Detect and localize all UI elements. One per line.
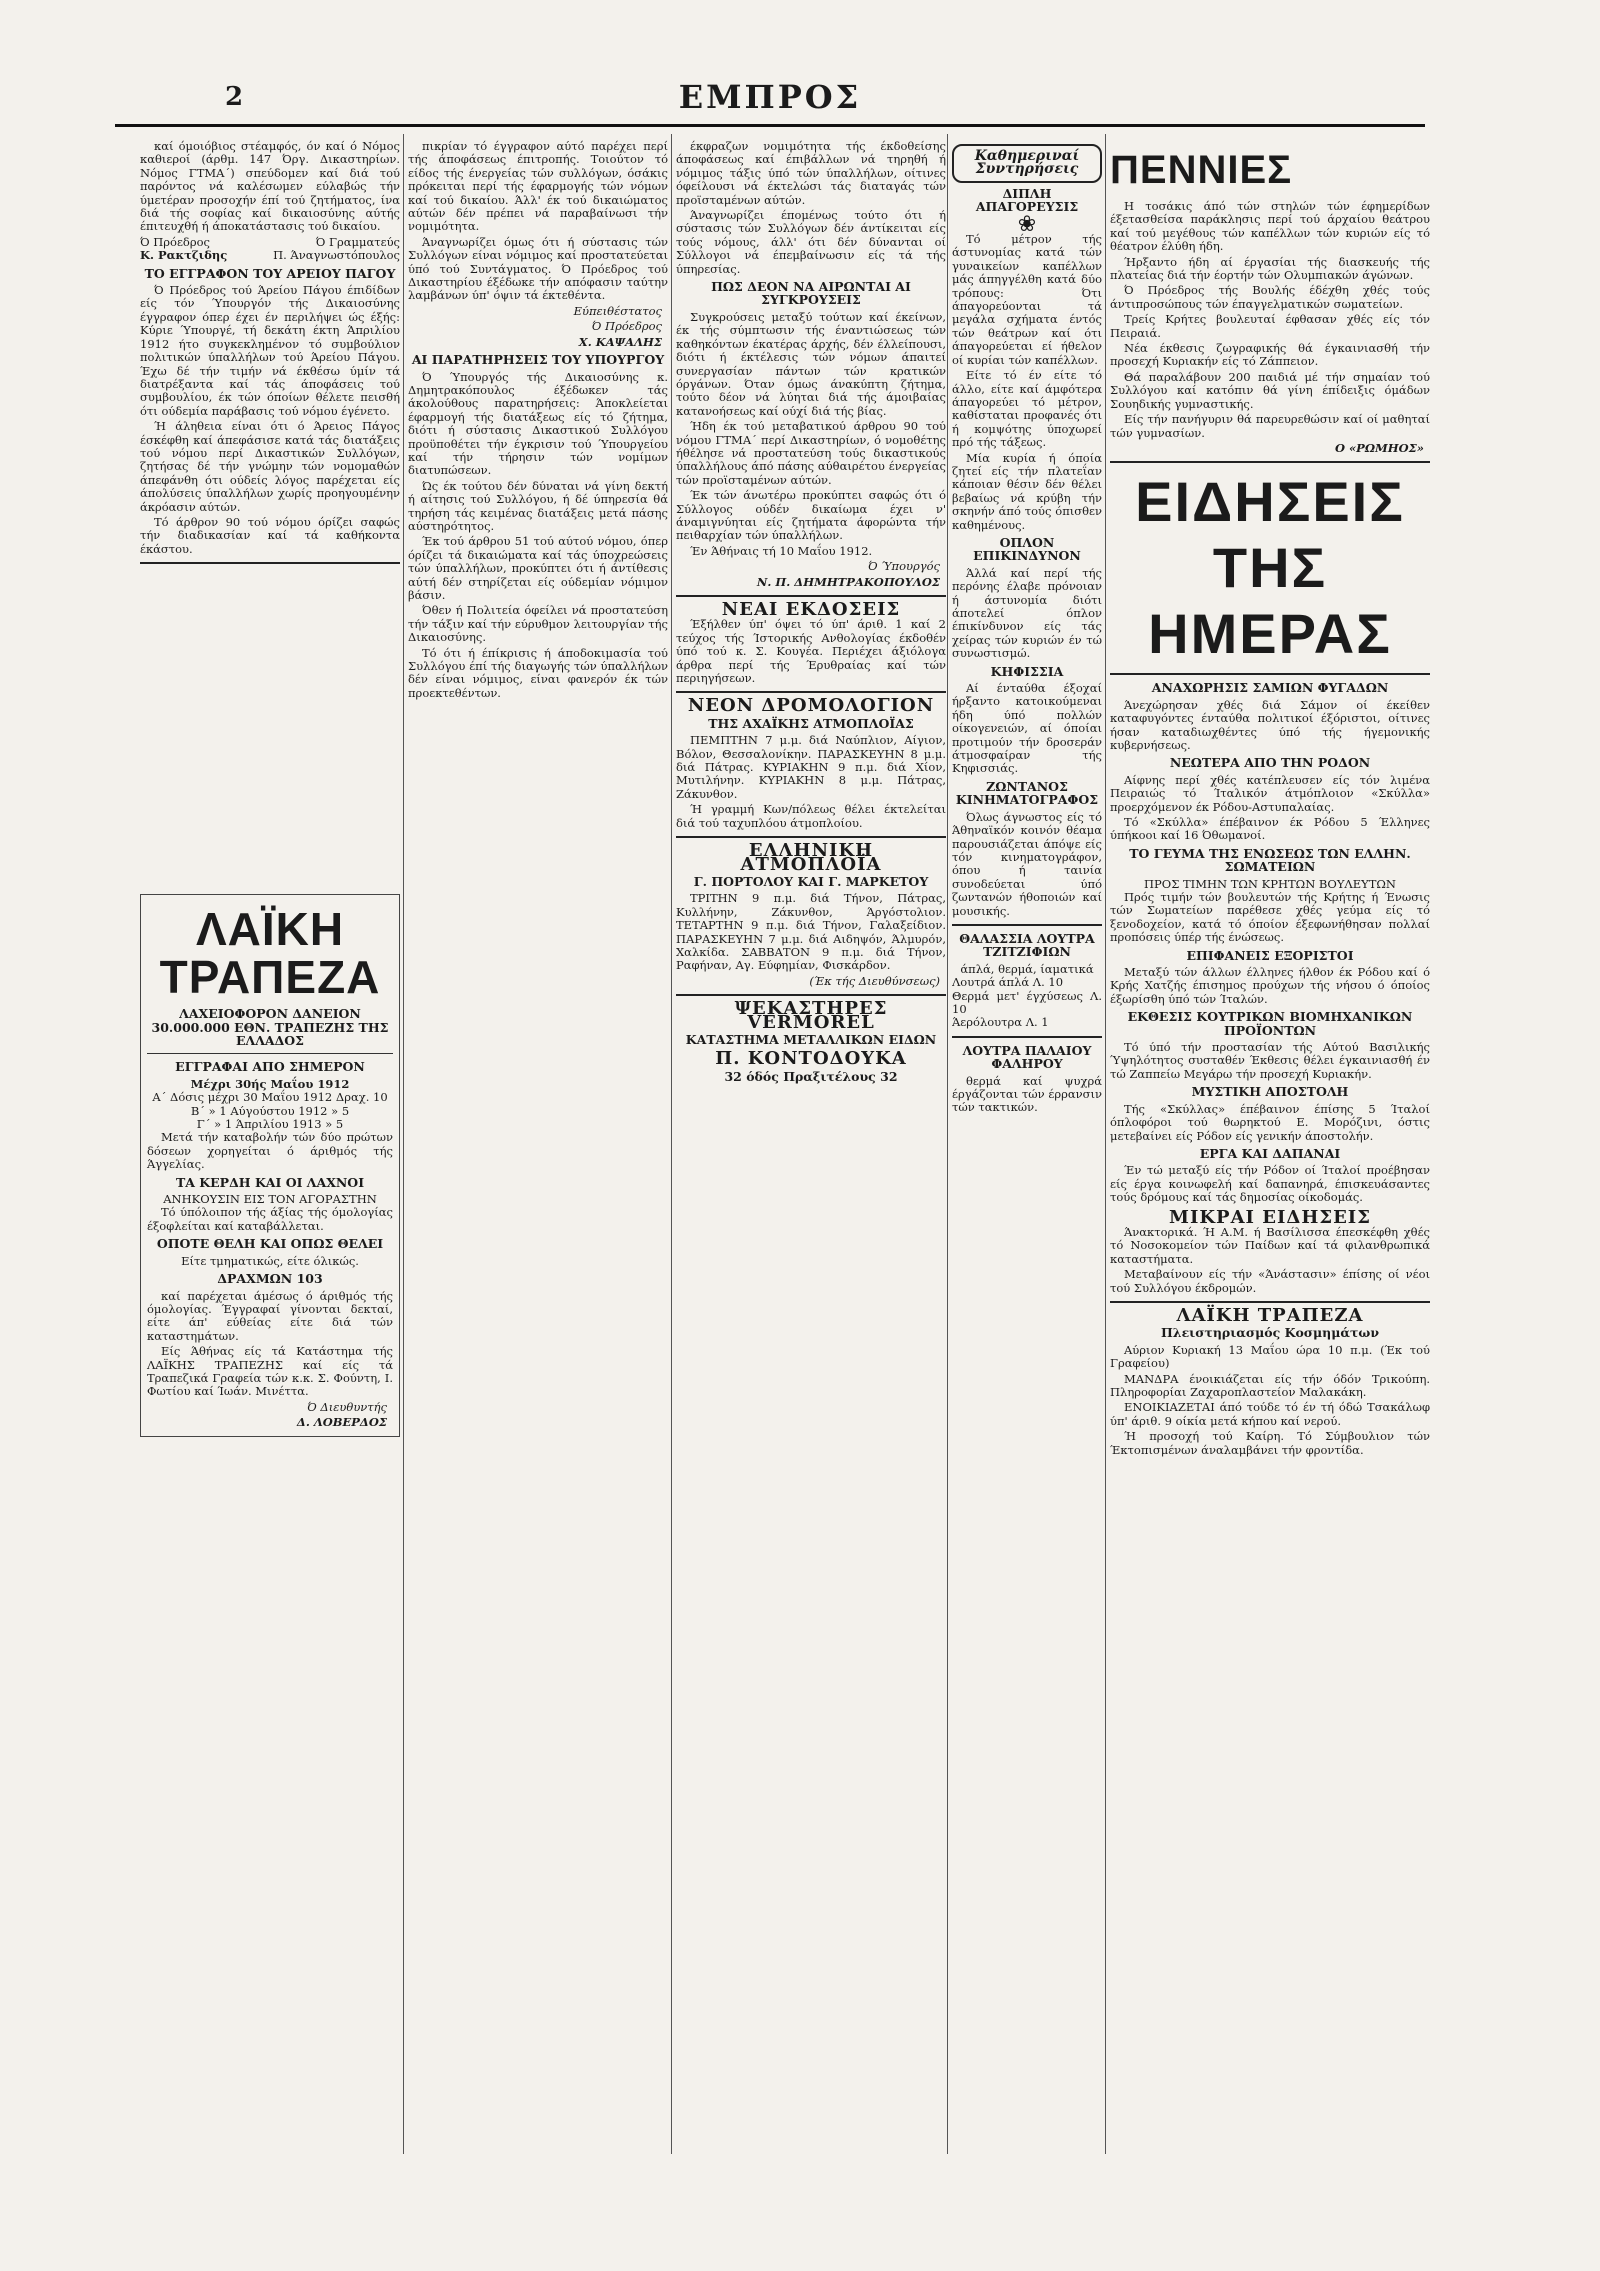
- ad-text: Ή γραμμή Κων/πόλεως θέλει έκτελείται διά τού ταχυπλόου άτμοπλοίου.: [676, 802, 946, 830]
- article-text: Ώς έκ τούτου δέν δύναται νά γίνη δεκτή ή αίτησις τού Συλλόγου, ή δέ ύπηρεσία θά τηρήση τάς κειμένας διατάξεις μετά πάσης αύστηρότητος.: [408, 478, 668, 533]
- article-text: Όλως άγνωστος είς τό Άθηναϊκόν κοινόν θέαμα παρουσιάζεται άπόψε είς τόν κινηματογράφον, όπου ή ταινία συνοδεύεται ύπό ζωντανών ήθοποιών καί μουσικής.: [952, 809, 1102, 918]
- ad-address: 32 όδός Πραξιτέλους 32: [724, 1068, 898, 1084]
- article-heading: ΠΩΣ ΔΕΟΝ ΝΑ ΑΙΡΩΝΤΑΙ ΑΙ ΣΥΓΚΡΟΥΣΕΙΣ: [711, 279, 911, 308]
- article-text: Τό άρθρον 90 τού νόμου όρίζει σαφώς τήν διαδικασίαν καί τά καθήκοντα έκάστου.: [140, 514, 400, 556]
- section-heading: ΕΙΔΗΣΕΙΣ ΤΗΣ ΗΜΕΡΑΣ: [1135, 470, 1405, 666]
- signature-names: [140, 249, 400, 262]
- column-4: [952, 140, 1102, 2150]
- section-heading: ΝΕΑΙ ΕΚΔΟΣΕΙΣ: [721, 599, 901, 620]
- column-5: [1110, 140, 1430, 2150]
- article-text: καί όμοιόβιος στέαμφός, όν καί ό Νόμος καθιεροί (άρθμ. 147 Όργ. Δικαστηρίων. Νόμος ΓΤΜΑ΄) σπεύδομεν καί διά τού παρόντος νά καλέσωμεν εύλαβώς τήν ύμετέραν προσοχήν έπί τού ζητήματος, ίνα διά τής σοφίας καί δικαιοσύνης αύτής έπιτευχθή ή άποκατάστασις τού δικαίου.: [140, 140, 400, 234]
- column-rule: [947, 134, 948, 2154]
- article-heading: ΚΗΦΙΣΣΙΑ: [990, 663, 1064, 679]
- divider: [1110, 673, 1430, 675]
- ad-title: ΛΑΪΚΗ ΤΡΑΠΕΖΑ: [1176, 1304, 1364, 1326]
- divider: [676, 691, 946, 693]
- ad-heading: ΟΠΟΤΕ ΘΕΛΗ ΚΑΙ ΟΠΩΣ ΘΕΛΕΙ: [156, 1236, 384, 1252]
- ad-subtitle: ΛΑΧΕΙΟΦΟΡΟΝ ΔΑΝΕΙΟΝ 30.000.000 ΕΘΝ. ΤΡΑΠΕΖΗΣ ΤΗΣ ΕΛΛΑΔΟΣ: [151, 1006, 389, 1048]
- article-date: Έν Άθήναις τή 10 Μαΐου 1912.: [690, 543, 873, 558]
- article-text: Νέα έκθεσις ζωγραφικής θά έγκαινιασθή τήν προσεχή Κυριακήν είς τό Ζάππειον.: [1110, 341, 1430, 369]
- column-rule: [671, 134, 672, 2154]
- signature-name: Χ. ΚΑΨΑΛΗΣ: [578, 334, 662, 349]
- article-heading: ΕΠΙΦΑΝΕΙΣ ΕΞΟΡΙΣΤΟΙ: [1186, 947, 1354, 963]
- article-text: πικρίαν τό έγγραφον αύτό παρέχει περί τής άποφάσεως έπιτροπής. Τοιούτον τό είδος τής ένεργείας τών συλλόγων, όσάκις πρόκειται περί τής έφαρμογής τών νόμων καί τού δικαίου. Άλλ' έκ τού δικαιώματος αύτών δέν πρέπει νά παραβαίνωσι τήν νομιμότητα.: [408, 140, 668, 234]
- divider: [1110, 1301, 1430, 1303]
- masthead: [115, 78, 1425, 127]
- article-heading: ΑΙ ΠΑΡΑΤΗΡΗΣΕΙΣ ΤΟΥ ΥΠΟΥΡΓΟΥ: [411, 352, 665, 368]
- signature-title: Ό Διευθυντής: [307, 1399, 387, 1414]
- price-row: Λουτρά άπλά Λ. 10: [952, 975, 1064, 990]
- article-heading: ΕΚΘΕΣΙΣ ΚΟΥΤΡΙΚΩΝ ΒΙΟΜΗΧΑΝΙΚΩΝ ΠΡΟΪΟΝΤΩΝ: [1127, 1009, 1413, 1038]
- newspaper-page: [20, 22, 1580, 2227]
- divider: [676, 595, 946, 597]
- article-text: Η τοσάκις άπό τών στηλών τών έφημερίδων έξετασθείσα παράκλησις περί τού άρχαίου θεάτρου καί τού μεγέθους τών καπέλλων τών κυριών είς τό θέατρον έλύθη ήδη.: [1110, 199, 1430, 254]
- ad-subtitle: Πλειστηριασμός Κοσμημάτων: [1161, 1325, 1379, 1341]
- section-heading: ΜΙΚΡΑΙ ΕΙΔΗΣΕΙΣ: [1169, 1206, 1371, 1228]
- ad-text: Τό ύπόλοιπον τής άξίας τής όμολογίας έξοφλείται καί καταβάλλεται.: [147, 1205, 393, 1233]
- ad-title: ΛΑΪΚΗ ΤΡΑΠΕΖΑ: [159, 903, 381, 1004]
- feather-hat-icon: ❀: [1017, 211, 1037, 237]
- ad-subtitle: Γ. ΠΟΡΤΟΛΟΥ ΚΑΙ Γ. ΜΑΡΚΕΤΟΥ: [693, 873, 929, 889]
- bank-advertisement: [140, 894, 400, 1436]
- ad-title: ΘΑΛΑΣΣΙΑ ΛΟΥΤΡΑ ΤΖΙΤΖΙΦΙΩΝ: [959, 930, 1095, 960]
- article-heading: ΤΟ ΕΓΓΡΑΦΟΝ ΤΟΥ ΑΡΕΙΟΥ ΠΑΓΟΥ: [144, 265, 396, 281]
- article-text: Τό ότι ή έπίκρισις ή άποδοκιμασία τού Συλλόγου έπί τής διαγωγής τών ύπαλλήλων δέν είναι νόμιμος, είναι φανερόν έκ τών προεκτεθέντων.: [408, 645, 668, 700]
- ad-heading: ΤΑ ΚΕΡΔΗ ΚΑΙ ΟΙ ΛΑΧΝΟΙ: [175, 1174, 365, 1190]
- article-text: Τό μέτρον τής άστυνομίας κατά τών γυναικείων καπέλλων μάς άπηγγέλθη κατά δύο τρόπους: Ότι άπαγορεύονται τά μεγάλα σχήματα έντός τών θεάτρων καί ότι άπαγορεύεται εί ήθελον οί κυρίαι τών καπέλλων.: [952, 232, 1102, 367]
- article-text: Ή άληθεια είναι ότι ό Άρειος Πάγος έσκέφθη καί άπεφάσισε κατά τάς διατάξεις τού νόμου περί Δικαστικών Συλλόγων, ζητήσας δέ τήν γνώμην τών νομομαθών άπεφάνθη ότι ούδείς λόγος παρέχεται είς άπολύσεις ύπαλλήλων χωρίς προηγουμένην άκρόασιν αύτών.: [140, 419, 400, 514]
- price-row: Άερόλουτρα Λ. 1: [952, 1015, 1049, 1030]
- classified-ad: ΕΝΟΙΚΙΑΖΕΤΑΙ άπό τούδε τό έν τή όδώ Τσακάλωφ ύπ' άριθ. 9 οίκία μετά κήπου καί νερού.: [1110, 1400, 1430, 1428]
- column-logo: Καθημεριναί Συντηρήσεις: [952, 144, 1102, 183]
- article-heading: ΑΝΑΧΩΡΗΣΙΣ ΣΑΜΙΩΝ ΦΥΓΑΔΩΝ: [1151, 680, 1389, 696]
- article-text: Άνεχώρησαν χθές διά Σάμον οί έκείθεν καταφυγόντες ένταύθα πολιτικοί έξόριστοι, οίτινες ήσαν καταδιωχθέντες ύπό τής ήγεμονικής κυβερνήσεως.: [1110, 697, 1430, 752]
- article-heading: ΟΠΛΟΝ ΕΠΙΚΙΝΔΥΝΟΝ: [973, 534, 1081, 564]
- article-text: Ήδη έκ τού μεταβατικού άρθρου 90 τού νόμου ΓΤΜΑ΄ περί Δικαστηρίων, ό νομοθέτης ήθέλησε νά προστατεύση τούς δικαστικούς ύπαλλήλους άπό πάσης αύθαιρέτου ένεργείας τών προϊσταμένων αύτών.: [676, 419, 946, 487]
- divider: [1110, 461, 1430, 463]
- article-heading: ΕΡΓΑ ΚΑΙ ΔΑΠΑΝΑΙ: [1199, 1145, 1341, 1161]
- article-text: Αί ένταύθα έξοχαί ήρξαντο κατοικούμεναι ήδη ύπό πολλών οίκογενειών, αί όποίαι προτιμούν τήν δροσεράν άτμοσφαίραν τής Κηφισσιάς.: [952, 681, 1102, 776]
- article-text: έκφραζων νομιμότητα τής έκδοθείσης άποφάσεως καί έπιβάλλων νά τηρηθή ή νόμιμος τάξις ύπό τών ύπαλλήλων, οίτινες όφείλουσι νά έκτελώσι τάς διαταγάς τών προϊσταμένων αύτών.: [676, 140, 946, 207]
- ad-text: Αύριον Κυριακή 13 Μαΐου ώρα 10 π.μ. (Έκ τού Γραφείου): [1110, 1342, 1430, 1371]
- divider: [952, 924, 1102, 926]
- article-text: Μεταβαίνουν είς τήν «Άνάστασιν» έπίσης οί νέοι τού Συλλόγου έκδρομών.: [1110, 1267, 1430, 1295]
- article-text: Άνακτορικά. Ή Α.Μ. ή Βασίλισσα έπεσκέφθη χθές τό Νοσοκομείον τών Παίδων καί τά φιλανθρωπικά καταστήματα.: [1110, 1224, 1430, 1266]
- ad-text: Α΄ Δόσις μέχρι 30 Μαΐου 1912 Δραχ. 10: [152, 1090, 388, 1105]
- column-2: [408, 140, 668, 2150]
- section-heading: ΠΕΝΝΙΕΣ: [1110, 148, 1293, 192]
- ad-subtitle: ΤΗΣ ΑΧΑΪΚΗΣ ΑΤΜΟΠΛΟΪΑΣ: [708, 715, 914, 731]
- article-text: Ήρξαντο ήδη αί έργασίαι τής διασκευής τής πλατείας διά τήν έορτήν τών Ολυμπιακών άγώνων.: [1110, 254, 1430, 283]
- article-text: Μεταξύ τών άλλων έλληνες ήλθον έκ Ρόδου καί ό Κρής Χατζής έπισημος προύχων τής νήσου ό όποίος έξωρίσθη ύπό τών Ίταλών.: [1110, 965, 1430, 1006]
- article-text: Θά παραλάβουν 200 παιδιά μέ τήν σημαίαν τού Συλλόγου καί κατόπιν θά γίνη έπίδειξις όμάδων Σουηδικής γυμναστικής.: [1110, 369, 1430, 411]
- article-text: Ή προσοχή τού Καίρη. Τό Σύμβουλιον τών Έκτοπισμένων άναλαμβάνει τήν φροντίδα.: [1110, 1429, 1430, 1457]
- article-heading: ΖΩΝΤΑΝΟΣ ΚΙΝΗΜΑΤΟΓΡΑΦΟΣ: [955, 778, 1099, 808]
- ad-text: ΑΝΗΚΟΥΣΙΝ ΕΙΣ ΤΟΝ ΑΓΟΡΑΣΤΗΝ: [163, 1192, 377, 1207]
- page-number: 2: [225, 82, 244, 112]
- divider: [952, 1036, 1102, 1038]
- article-text: Άναγνωρίζει όμως ότι ή σύστασις τών Συλλόγων είναι νόμιμος καί προστατεύεται ύπό τού Συντάγματος. Ό Πρόεδρος τού Δικαστηρίου έξέδωκε τήν απόφασιν ταύτην λαμβάνων ύπ' όψιν τά έκτεθέντα.: [408, 234, 668, 303]
- price-row: Θερμά μετ' έγχύσεως Λ. 10: [952, 988, 1102, 1016]
- newspaper-title: ΕΜΠΡΟΣ: [678, 78, 862, 116]
- article-text: Άναγνωρίζει έπομένως τούτο ότι ή σύστασις τών Συλλόγων δέν άντίκειται είς τούς νόμους, άλλ' ότι δέν δύνανται οί Σύλλογοι νά έπεμβαίνωσιν είς τά τής ύπηρεσίας.: [676, 208, 946, 276]
- article-text: Έκ τών άνωτέρω προκύπτει σαφώς ότι ό Σύλλογος ούδέν δικαίωμα έχει ν' άναμιγνύηται είς ζητήματα άφορώντα τήν πειθαρχίαν τών ύπαλλήλων.: [676, 488, 946, 543]
- signature-sub: Εύπειθέστατος: [573, 303, 662, 318]
- article-text: Μία κυρία ή όποία ζητεί είς τήν πλατεΐαν κάποιαν θέσιν δέν θέλει βεβαίως νά κρύβη τήν σκηνήν άπό τούς όπισθεν καθημένους.: [952, 450, 1102, 532]
- article-text: Έν τώ μεταξύ είς τήν Ρόδον οί Ίταλοί προέβησαν είς έργα κοινωφελή καί δαπανηρά, έπισκευάσαντες τούς δρόμους καί τάς δημοσίας οίκοδομάς.: [1110, 1163, 1430, 1205]
- article-heading: ΝΕΩΤΕΡΑ ΑΠΟ ΤΗΝ ΡΟΔΟΝ: [1169, 755, 1371, 771]
- article-text: Ό Πρόεδρος τής Βουλής έδέχθη χθές τούς άντιπροσώπους τών έπαγγελματικών σωματείων.: [1110, 283, 1430, 311]
- ad-text: Είς Άθήνας είς τά Κατάστημα τής ΛΑΪΚΗΣ ΤΡΑΠΕΖΗΣ καί είς τά Τραπεζικά Γραφεία τών κ.κ. Σ. Φούντη, Ι. Φωτίου καί Ίωάν. Μινέττα.: [147, 1344, 393, 1399]
- signature-block: [140, 236, 400, 249]
- article-text: Συγκρούσεις μεταξύ τούτων καί έκείνων, έκ τής σύμπτωσιν τής έναντιώσεως τών καθηκόντων έκατέρας άρχής, δέν έλλείπουσι, διότι ή έκτέλεσις τών νόμων άπαιτεί συνεργασίαν πάντων τών κρατικών όργάνων. Όταν όμως άνακύπτη ζήτημα, τούτο δέον νά λύηται διά τής άμοιβαίας κατανοήσεως καί ούχί διά τής βίας.: [676, 309, 946, 418]
- article-text: Είς τήν πανήγυριν θά παρευρεθώσιν καί οί μαθηταί τών γυμνασίων.: [1110, 412, 1430, 440]
- ad-text: Μέχρι 30ής Μαΐου 1912: [190, 1076, 350, 1091]
- ad-heading: ΕΓΓΡΑΦΑΙ ΑΠΟ ΣΗΜΕΡΟΝ: [175, 1059, 365, 1075]
- article-text: Τρείς Κρήτες βουλευταί έφθασαν χθές είς τόν Πειραιά.: [1110, 312, 1430, 340]
- article-heading: ΤΟ ΓΕΥΜΑ ΤΗΣ ΕΝΩΣΕΩΣ ΤΩΝ ΕΛΛΗΝ. ΣΩΜΑΤΕΙΩΝ: [1129, 845, 1411, 875]
- column-rule: [403, 134, 404, 2154]
- divider: [147, 1053, 393, 1054]
- signature-title: Ό Πρόεδρος: [140, 234, 210, 249]
- ad-text: θερμά καί ψυχρά έργάζονται τών έρρανσιν τών τακτικών.: [952, 1073, 1102, 1115]
- article-subheading: ΠΡΟΣ ΤΙΜΗΝ ΤΩΝ ΚΡΗΤΩΝ ΒΟΥΛΕΥΤΩΝ: [1144, 876, 1396, 891]
- article-text: Πρός τιμήν τών βουλευτών τής Κρήτης ή Ένωσις τών Σωματείων παρέθεσε χθές γεύμα είς τό ξενοδοχείον, κατά τό όποίον έξεφωνήθησαν πολλαί προπόσεις ύπέρ τής ένώσεως.: [1110, 890, 1430, 945]
- article-text: Όθεν ή Πολιτεία όφείλει νά προστατεύση τήν τάξιν καί τήν εύρυθμον λειτουργίαν τής Δικαιοσύνης.: [408, 603, 668, 645]
- article-text: Τό ύπό τήν προστασίαν τής Αύτού Βασιλικής Ύψηλότητος συσταθέν Έκθεσις θέλει έγκαινιασθή έν τώ Ζαππείω Μεγάρω τήν προσεχή Κυριακήν.: [1110, 1040, 1430, 1081]
- ad-subtitle: άπλά, θερμά, ίαματικά: [960, 961, 1094, 976]
- article-heading: ΔΙΠΛΗ ΑΠΑΓΟΡΕΥΣΙΣ: [975, 185, 1079, 215]
- article-text: Ό Ύπουργός τής Δικαιοσύνης κ. Δημητρακόπουλος έξέδωκεν τάς άκολούθους παρατηρήσεις: Άποκλείεται έφαρμογή τής διατάξεως είς τό ζήτημα, διότι ή σύστασις Δικαστικού Συλλόγου προϋποθέτει τήν έγκρισιν τού Ύπουργείου καί τήν τήρησιν τών νομίμων διατυπώσεων.: [408, 369, 668, 478]
- ad-title: ΝΕΟΝ ΔΡΟΜΟΛΟΓΙΟΝ: [687, 695, 935, 717]
- divider: [676, 836, 946, 838]
- ad-title: ΛΟΥΤΡΑ ΠΑΛΑΙΟΥ ΦΑΛΗΡΟΥ: [962, 1042, 1092, 1072]
- signature-name: Ν. Π. ΔΗΜΗΤΡΑΚΟΠΟΥΛΟΣ: [756, 574, 940, 589]
- article-text: Έκ τού άρθρου 51 τού αύτού νόμου, όπερ όρίζει τά δικαιώματα καί τάς ύποχρεώσεις τών ύπαλλήλων, προκύπτει ότι ή άντίθεσις αύτή δέν στηρίζεται είς ούδεμίαν νόμιμον βάσιν.: [408, 534, 668, 602]
- ad-note: (Έκ τής Διευθύνσεως): [809, 973, 940, 988]
- article-text: Είτε τό έν είτε τό άλλο, είτε καί άμφότερα άπαγορεύει τό μέτρον, καθίσταται προφανές ότι ή κομψότης ύποχωρεί πρό τής τάξεως.: [952, 368, 1102, 450]
- ad-text: ΤΡΙΤΗΝ 9 π.μ. διά Τήνον, Πάτρας, Κυλλήνην, Ζάκυνθον, Άργόστολιον. ΤΕΤΑΡΤΗΝ 9 π.μ. διά Τήνον, Γαλαξείδιον. ΠΑΡΑΣΚΕΥΗΝ 7 μ.μ. διά Αιδηψόν, Άλμυρόν, Χαλκίδα. ΣΑΒΒΑΤΟΝ 9 π.μ. διά Τήνον, Ραφήναν, Αγ. Εύφημίαν, Φισκάρδον.: [676, 891, 946, 973]
- signature-name: Ο «ΡΩΜΗΟΣ»: [1334, 440, 1424, 455]
- ad-text: Γ΄ » 1 Άπριλίου 1913 » 5: [196, 1117, 344, 1132]
- ad-name: Π. ΚΟΝΤΟΔΟΥΚΑ: [715, 1048, 907, 1070]
- signature-title: Ό Ύπουργός: [867, 559, 940, 574]
- signature-name: Δ. ΛΟΒΕΡΔΟΣ: [296, 1415, 387, 1430]
- column-3: [676, 140, 946, 2150]
- signature-title: Ό Πρόεδρος: [591, 319, 662, 334]
- signature-name: Κ. Ρακτζιδης: [140, 248, 228, 263]
- classified-ad: ΜΑΝΔΡΑ ένοικιάζεται είς τήν όδόν Τρικούπη. Πληροφορίαι Ζαχαροπλαστείον Μαλακάκη.: [1110, 1371, 1430, 1399]
- ad-text: Β΄ » 1 Αύγούστου 1912 » 5: [190, 1103, 350, 1118]
- ad-text: καί παρέχεται άμέσως ό άριθμός τής όμολογίας. Έγγραφαί γίνονται δεκταί, είτε άπ' εύθείας είτε διά τών καταστημάτων.: [147, 1288, 393, 1343]
- article-text: Τής «Σκύλλας» έπέβαινον έπίσης 5 Ίταλοί όπλοφόροι τού θωρηκτού Ε. Μορόζινι, όστις μετεβαίνει είς Ρόδον είς γενικήν άποστολήν.: [1110, 1101, 1430, 1143]
- column-rule: [1105, 134, 1106, 2154]
- divider: [140, 562, 400, 564]
- article-text: Τό «Σκύλλα» έπέβαινον έκ Ρόδου 5 Έλληνες ύπήκοοι καί 16 Όθωμανοί.: [1110, 814, 1430, 843]
- signature-title: Ό Γραμματεύς: [315, 234, 400, 249]
- ad-title: ΕΛΛΗΝΙΚΗ ΑΤΜΟΠΛΟΪΑ: [740, 840, 882, 875]
- article-text: Έξήλθεν ύπ' όψει τό ύπ' άριθ. 1 καί 2 τεύχος τής Ίστορικής Ανθολογίας έκδοθέν ύπό τού κ. Σ. Κουγέα. Περιέχει άξιόλογα άρθρα περί τής Έρυθραίας καί τών περιηγήσεων.: [676, 617, 946, 686]
- article-heading: ΜΥΣΤΙΚΗ ΑΠΟΣΤΟΛΗ: [1191, 1084, 1349, 1100]
- column-1: [140, 140, 400, 2150]
- article-text: Αίφνης περί χθές κατέπλευσεν είς τόν λιμένα Πειραιώς τό Ίταλικόν άτμόπλοιον «Σκύλλα» προερχόμενον έκ Ρόδου-Αστυπαλαίας.: [1110, 772, 1430, 814]
- ad-title: ΨΕΚΑΣΤΗΡΕΣ VERMOREL: [734, 998, 888, 1033]
- ad-heading: ΔΡΑΧΜΩΝ 103: [217, 1271, 323, 1287]
- article-text: Άλλά καί περί τής περόνης έλαβε πρόνοιαν ή άστυνομία διότι άποτελεί όπλον έπικίνδυνον είς τάς χείρας τών κυριών έν τώ συνωστισμώ.: [952, 565, 1102, 661]
- signature-name: Π. Άναγνωστόπουλος: [273, 248, 400, 263]
- divider: [676, 994, 946, 996]
- article-text: Ό Πρόεδρος τού Άρείου Πάγου έπιδίδων είς τόν Ύπουργόν τής Δικαιοσύνης έγγραφον όπερ έχει έν περιλήψει ώς έξής: Κύριε Ύπουργέ, τή δεκάτη έκτη Άπριλίου 1912 ήτο συγκεκλημένον τό συμβούλιον πολιτικών ύπαλλήλων τού Άρείου Πάγου. Έχω δέ τήν τιμήν νά έκθέσω ύμίν τά διατρέξαντα καί τάς άποφάσεις τού συμβουλίου, έκ τών όποίων θέλετε πεισθή ότι ούδεμία παράβασις τού νόμου έγένετο.: [140, 283, 400, 418]
- ad-text: Είτε τμηματικώς, είτε όλικώς.: [181, 1253, 359, 1268]
- ad-text: Μετά τήν καταβολήν τών δύο πρώτων δόσεων χορηγείται ό άριθμός τής Άγγελίας.: [147, 1130, 393, 1172]
- ad-text: ΠΕΜΠΤΗΝ 7 μ.μ. διά Ναύπλιον, Αίγιον, Βόλον, Θεσσαλονίκην. ΠΑΡΑΣΚΕΥΗΝ 8 μ.μ. διά Πάτρας. ΚΥΡΙΑΚΗΝ 9 π.μ. διά Χίον, Μυτιλήνην. ΚΥΡΙΑΚΗΝ 8 μ.μ. Πάτρας, Ζάκυνθον.: [676, 733, 946, 801]
- ad-subtitle: ΚΑΤΑΣΤΗΜΑ ΜΕΤΑΛΛΙΚΩΝ ΕΙΔΩΝ: [685, 1031, 937, 1047]
